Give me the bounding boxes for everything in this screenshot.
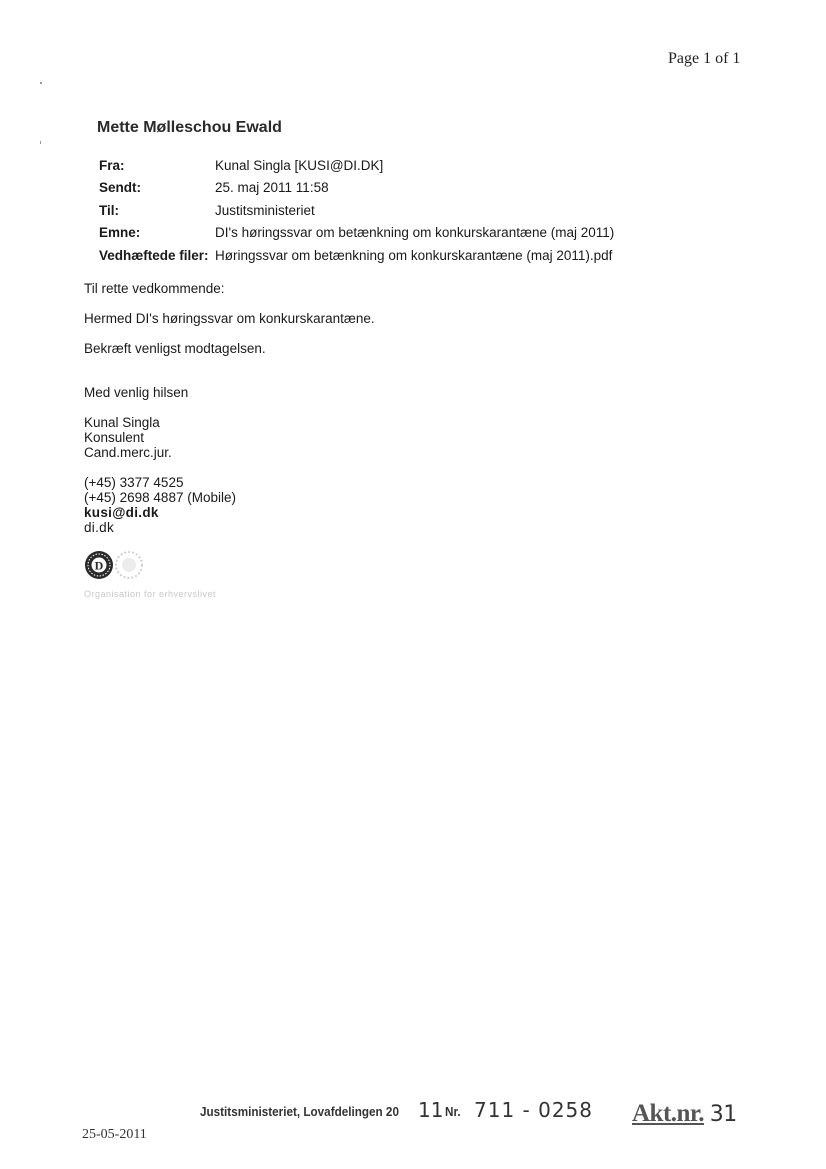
logo-tagline: Organisation for erhvervslivet: [84, 589, 217, 599]
logo-letter: D: [94, 558, 104, 573]
signature-phone: (+45) 3377 4525: [84, 475, 184, 490]
sender-name: Mette Mølleschou Ewald: [97, 119, 282, 136]
body-line-2: Bekræft venligst modtagelsen.: [84, 341, 266, 356]
header-value: Justitsministeriet: [215, 202, 315, 218]
di-logo-icon: [84, 550, 146, 582]
signature-mobile: (+45) 2698 4887 (Mobile): [84, 490, 236, 505]
greeting: Til rette vedkommende:: [84, 281, 225, 296]
email-header: [99, 154, 614, 267]
page-number: Page 1 of 1: [668, 50, 741, 67]
header-row-to: [99, 199, 614, 222]
header-label: Emne:: [99, 225, 141, 241]
header-row-subject: [99, 222, 614, 245]
header-row-from: [99, 154, 614, 177]
header-value: DI's høringssvar om betænkning om konkurskarantæne (maj 2011): [215, 225, 615, 241]
stamp-text: [200, 1104, 399, 1119]
attachment-link[interactable]: Høringssvar om betænkning om konkurskarantæne (maj 2011).pdf: [215, 247, 613, 263]
header-label: Til:: [99, 202, 119, 218]
akt-number-stamp: [632, 1100, 737, 1128]
header-label: Fra:: [99, 157, 125, 173]
header-label: Vedhæftede filer:: [99, 247, 209, 263]
akt-number: 31: [709, 1102, 737, 1127]
scan-speck: [40, 141, 41, 144]
header-value: Kunal Singla [KUSI@DI.DK]: [215, 157, 384, 173]
header-row-attachments: [99, 244, 614, 267]
header-value: 25. maj 2011 11:58: [215, 180, 329, 196]
date-stamp: 25-05-2011: [82, 1127, 147, 1141]
akt-label: Akt.nr.: [632, 1100, 704, 1127]
closing: Med venlig hilsen: [84, 385, 189, 400]
stamp-office: Justitsministeriet, Lovafdelingen 20: [200, 1104, 399, 1119]
signature-email-link[interactable]: kusi@di.dk: [84, 505, 159, 520]
signature-name: Kunal Singla: [84, 415, 160, 430]
scan-speck: [40, 82, 42, 84]
signature-title: Konsulent: [84, 430, 145, 445]
stamp-nr-label: Nr.: [445, 1104, 461, 1119]
header-row-sent: [99, 177, 614, 200]
signature-website-link[interactable]: di.dk: [84, 520, 115, 535]
stamp-case-number: 711 - 0258: [474, 1098, 594, 1122]
header-label: Sendt:: [99, 180, 141, 196]
di-logo: [84, 550, 146, 587]
signature-degree: Cand.merc.jur.: [84, 445, 172, 460]
stamp-year-suffix: 11: [418, 1098, 444, 1122]
body-line-1: Hermed DI's høringssvar om konkurskarantæne.: [84, 311, 375, 326]
